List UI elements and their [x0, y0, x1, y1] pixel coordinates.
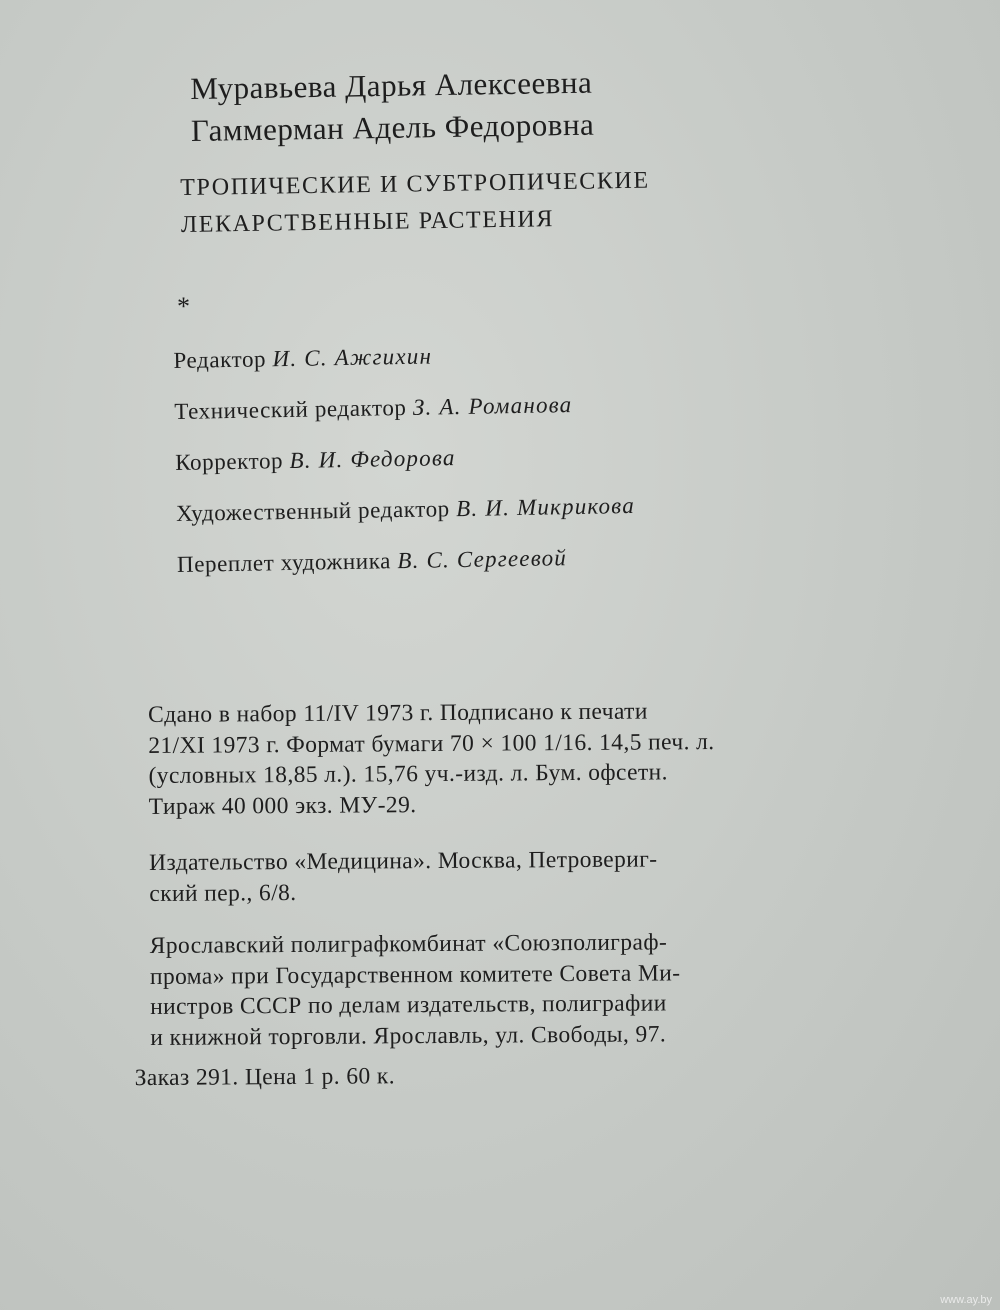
author-name: Муравьева Дарья Алексеевна — [190, 64, 593, 106]
credit-person: З. А. Романова — [412, 392, 573, 420]
credit-person: И. С. Ажгихин — [272, 343, 433, 372]
author-name: Гаммерман Адель Федоровна — [190, 106, 595, 148]
credit-person: В. С. Сергеевой — [397, 545, 568, 574]
credit-role: Редактор — [173, 346, 267, 373]
credit-role: Технический редактор — [174, 394, 407, 424]
watermark: www.ay.by — [940, 1294, 992, 1306]
printer-line: и книжной торговли. Ярославль, ул. Свободы, 97. — [150, 1020, 667, 1051]
publisher-line: ский пер., 6/8. — [149, 879, 297, 907]
separator-asterisk: * — [177, 292, 190, 321]
publisher-info — [149, 843, 869, 909]
credit-role: Корректор — [175, 448, 284, 475]
printer-info — [150, 926, 871, 1053]
credit-row — [174, 378, 634, 437]
credits-list — [173, 327, 636, 590]
credit-row — [173, 327, 633, 386]
title-line: ТРОПИЧЕСКИЕ И СУБТРОПИЧЕСКИЕ — [180, 167, 650, 201]
credit-role: Переплет художника — [176, 548, 392, 577]
credit-person: В. И. Микрикова — [455, 492, 636, 522]
credit-row — [175, 429, 635, 488]
imprint-block — [134, 695, 871, 1094]
title-line: ЛЕКАРСТВЕННЫЕ РАСТЕНИЯ — [180, 206, 555, 238]
credit-row — [177, 531, 637, 590]
credit-row — [176, 480, 636, 539]
book-title — [180, 163, 651, 244]
authors-block — [190, 62, 595, 152]
publisher-line: Издательство «Медицина». Москва, Петровериг- — [149, 846, 658, 876]
print-details-line: (условных 18,85 л.). 15,76 уч.-изд. л. Бум. офсетн. — [148, 759, 668, 789]
order-price: Заказ 291. Цена 1 р. 60 к. — [134, 1063, 396, 1092]
credit-person: В. И. Федорова — [289, 445, 456, 473]
print-details — [148, 695, 869, 822]
printer-line: Ярославский полиграфкомбинат «Союзполиграф- — [149, 929, 668, 959]
print-details-line: Сдано в набор 11/IV 1973 г. Подписано к печати — [148, 698, 648, 728]
credit-role: Художественный редактор — [175, 496, 450, 526]
printer-line: прома» при Государственном комитете Совета Ми- — [149, 959, 681, 990]
print-details-line: Тираж 40 000 экз. МУ-29. — [148, 791, 417, 820]
print-details-line: 21/XI 1973 г. Формат бумаги 70 × 100 1/16. 14,5 печ. л. — [148, 728, 715, 759]
printer-line: нистров СССР по делам издательств, полиграфии — [150, 990, 667, 1020]
